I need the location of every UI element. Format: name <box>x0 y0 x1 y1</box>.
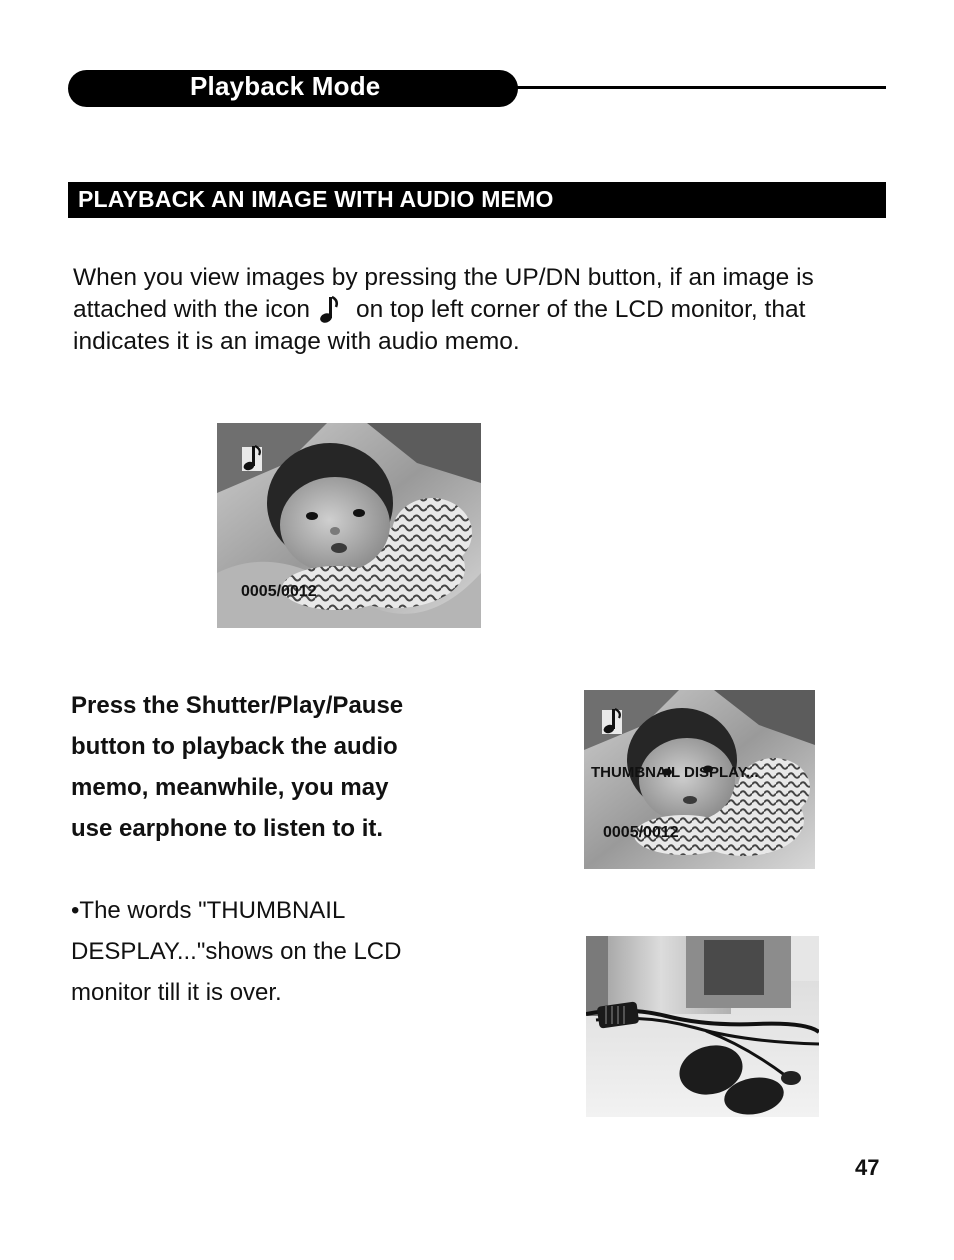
note-line: •The words "THUMBNAIL <box>71 897 346 924</box>
header-rule <box>515 86 886 89</box>
page-number: 47 <box>855 1155 880 1180</box>
music-note-icon <box>242 443 264 471</box>
note-line: DESPLAY..."shows on the LCD <box>71 938 402 965</box>
mode-title: Playback Mode <box>190 71 381 101</box>
intro-line-1: When you view images by pressing the UP/DN button, if an image is <box>73 264 814 291</box>
intro-line-3: indicates it is an image with audio memo. <box>73 328 520 355</box>
instruction-text <box>71 685 491 849</box>
earphone-photo <box>586 936 819 1117</box>
note-line: monitor till it is over. <box>71 979 282 1006</box>
baby-photo-thumbnail <box>584 690 815 869</box>
section-title: PLAYBACK AN IMAGE WITH AUDIO MEMO <box>78 186 554 212</box>
note-text <box>71 890 491 1013</box>
image-counter: 0005/0012 <box>603 824 679 841</box>
intro-line-2-before: attached with the icon <box>73 296 310 323</box>
instruction-line: Press the Shutter/Play/Pause <box>71 692 404 719</box>
instruction-line: use earphone to listen to it. <box>71 815 384 842</box>
intro-line-2 <box>73 294 893 326</box>
music-note-icon <box>602 706 624 734</box>
intro-paragraph <box>73 262 893 358</box>
baby-photo-main <box>217 423 481 628</box>
image-counter: 0005/0012 <box>241 583 317 600</box>
music-note-icon <box>316 294 346 324</box>
thumbnail-status-text: THUMBNAIL DISPLAY... <box>591 764 759 781</box>
instruction-line: button to playback the audio <box>71 733 398 760</box>
intro-line-2-after: on top left corner of the LCD monitor, that <box>356 296 806 323</box>
instruction-line: memo, meanwhile, you may <box>71 774 389 801</box>
